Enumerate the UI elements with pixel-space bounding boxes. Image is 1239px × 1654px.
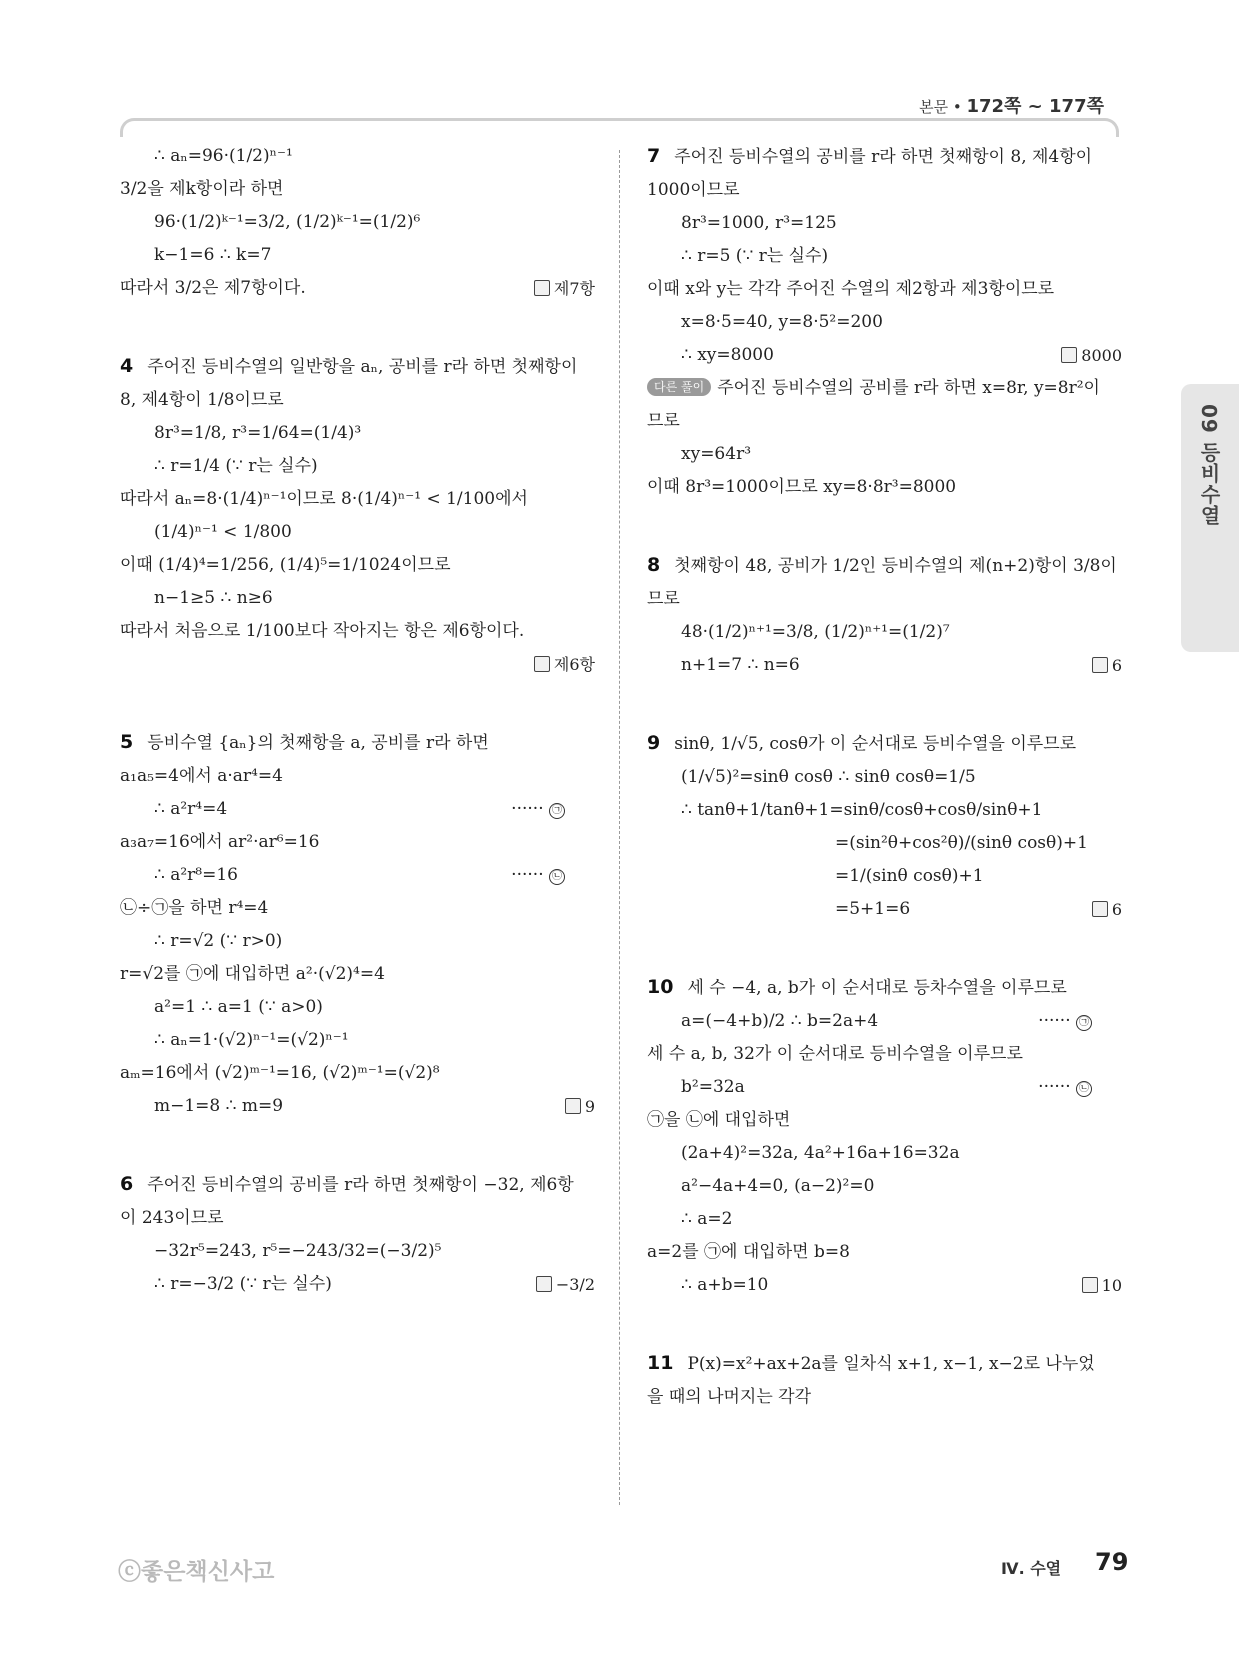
solution-line: 8r³=1000, r³=125 (681, 213, 837, 233)
problem-text: 주어진 등비수열의 일반항을 aₙ, 공비를 r라 하면 첫째항이 (147, 357, 578, 377)
solution-line: 세 수 a, b, 32가 이 순서대로 등비수열을 이루므로 (647, 1044, 1023, 1064)
solution-line: 므로 (647, 411, 680, 431)
solution-line: a²−4a+4=0, (a−2)²=0 (681, 1176, 875, 1196)
equation-marker: ······ ㉠ (511, 793, 565, 826)
equation: n+1=7 ∴ n=6 (681, 655, 800, 675)
problem-text: sinθ, 1/√5, cosθ가 이 순서대로 등비수열을 이루므로 (674, 734, 1077, 754)
equation: ∴ xy=8000 (681, 345, 774, 365)
answer-10 (1082, 1269, 1122, 1302)
answer-5 (565, 1090, 595, 1123)
solution-line: 므로 (647, 589, 680, 609)
problem-text: 주어진 등비수열의 공비를 r라 하면 첫째항이 8, 제4항이 (674, 147, 1093, 167)
solution-line: ∴ aₙ=1·(√2)ⁿ⁻¹=(√2)ⁿ⁻¹ (154, 1030, 349, 1050)
solution-line (120, 272, 595, 305)
problem-text: 등비수열 {aₙ}의 첫째항을 a, 공비를 r라 하면 (147, 733, 489, 753)
problem-7-header (647, 140, 1122, 174)
problem-text: 세 수 −4, a, b가 이 순서대로 등차수열을 이루므로 (687, 978, 1067, 998)
solution-line: 따라서 aₙ=8·(1/4)ⁿ⁻¹이므로 8·(1/4)ⁿ⁻¹ < 1/100에서 (120, 489, 528, 509)
answer-value: 6 (1111, 656, 1122, 675)
chapter-side-tab (1181, 384, 1239, 652)
solution-line: a=2를 ㉠에 대입하면 b=8 (647, 1242, 850, 1262)
problem-text: P(x)=x²+ax+2a를 일차식 x+1, x−1, x−2로 나누었 (687, 1354, 1095, 1374)
answer-icon (1092, 657, 1108, 673)
problem-number: 4 (120, 355, 134, 377)
problem-6-header (120, 1168, 595, 1202)
answer-icon (534, 656, 550, 672)
equation-marker: ······ ㉡ (511, 859, 565, 892)
solution-line: (2a+4)²=32a, 4a²+16a+16=32a (681, 1143, 960, 1163)
problem-4-header (120, 350, 595, 384)
solution-line (120, 859, 595, 892)
marker-circle-icon: ㉠ (1076, 1015, 1092, 1031)
equation: b²=32a (681, 1077, 745, 1097)
solution-line: ㉡÷㉠을 하면 r⁴=4 (120, 898, 269, 918)
answer-value: −3/2 (555, 1275, 595, 1294)
alternate-solution (647, 372, 1122, 405)
header-range: 172쪽 ~ 177쪽 (966, 96, 1104, 117)
solution-line: a₃a₇=16에서 ar²·ar⁶=16 (120, 832, 320, 852)
answer-8 (1092, 649, 1122, 682)
problem-10-header (647, 971, 1122, 1005)
solution-line: 3/2을 제k항이라 하면 (120, 179, 284, 199)
equation: a=(−4+b)/2 ∴ b=2a+4 (681, 1011, 879, 1031)
answer-6 (536, 1268, 595, 1301)
chapter-tab-label: 09 등비수열 (1197, 404, 1221, 526)
solution-line: 따라서 처음으로 1/100보다 작아지는 항은 제6항이다. (120, 621, 525, 641)
solution-line: r=√2를 ㉠에 대입하면 a²·(√2)⁴=4 (120, 964, 385, 984)
solution-line: ∴ aₙ=96·(1/2)ⁿ⁻¹ (154, 146, 293, 166)
alt-solution-badge: 다른 풀이 (647, 378, 711, 396)
answer-value: 10 (1101, 1276, 1122, 1295)
solution-line: ∴ a=2 (681, 1209, 733, 1229)
answer-value: 6 (1111, 900, 1122, 919)
problem-number: 5 (120, 731, 134, 753)
alt-solution-text: 주어진 등비수열의 공비를 r라 하면 x=8r, y=8r²이 (717, 378, 1100, 398)
solution-line: 이때 x와 y는 각각 주어진 수열의 제2항과 제3항이므로 (647, 279, 1055, 299)
problem-9-header (647, 727, 1122, 761)
publisher-logo: ⓒ좋은책신사고 (118, 1559, 275, 1585)
equation: m−1=8 ∴ m=9 (154, 1096, 284, 1116)
solution-line: xy=64r³ (681, 444, 752, 464)
solution-line: =1/(sinθ cosθ)+1 (835, 866, 984, 886)
problem-5-header (120, 726, 595, 760)
answer-icon (1061, 347, 1077, 363)
solution-line: ∴ r=1/4 (∵ r는 실수) (154, 456, 318, 476)
answer-4 (534, 648, 595, 681)
solution-line: aₘ=16에서 (√2)ᵐ⁻¹=16, (√2)ᵐ⁻¹=(√2)⁸ (120, 1063, 440, 1083)
solution-line: 이때 (1/4)⁴=1/256, (1/4)⁵=1/1024이므로 (120, 555, 451, 575)
chapter-label: Ⅳ. 수열 (1001, 1559, 1062, 1578)
right-column (647, 140, 1122, 1414)
solution-line: =(sin²θ+cos²θ)/(sinθ cosθ)+1 (835, 833, 1088, 853)
page-number: 79 (1095, 1548, 1129, 1576)
answer-icon (1092, 901, 1108, 917)
solution-line: a₁a₅=4에서 a·ar⁴=4 (120, 766, 283, 786)
page-range-header (919, 92, 1104, 118)
solution-line (120, 1268, 595, 1301)
problem-text: 첫째항이 48, 공비가 1/2인 등비수열의 제(n+2)항이 3/8이 (674, 556, 1117, 576)
solution-line: 을 때의 나머지는 각각 (647, 1387, 812, 1407)
equation-marker: ······ ㉠ (1038, 1005, 1092, 1038)
problem-number: 8 (647, 554, 661, 576)
solution-line (120, 1090, 595, 1123)
solution-line: (1/4)ⁿ⁻¹ < 1/800 (154, 522, 292, 542)
answer-value: 8000 (1081, 346, 1122, 365)
solution-line: a²=1 ∴ a=1 (∵ a>0) (154, 997, 323, 1017)
problem-text: 주어진 등비수열의 공비를 r라 하면 첫째항이 −32, 제6항 (147, 1175, 574, 1195)
marker-circle-icon: ㉠ (549, 803, 565, 819)
marker-circle-icon: ㉡ (549, 869, 565, 885)
solution-line: 48·(1/2)ⁿ⁺¹=3/8, (1/2)ⁿ⁺¹=(1/2)⁷ (681, 622, 950, 642)
answer-value: 9 (584, 1097, 595, 1116)
equation: ∴ a+b=10 (681, 1275, 769, 1295)
marker-circle-icon: ㉡ (1076, 1081, 1092, 1097)
solution-line (647, 1269, 1122, 1302)
solution-line: 이 243이므로 (120, 1208, 224, 1228)
solution-line: −32r⁵=243, r⁵=−243/32=(−3/2)⁵ (154, 1241, 442, 1261)
answer-icon (536, 1276, 552, 1292)
solution-line (647, 893, 1122, 926)
answer-icon (565, 1098, 581, 1114)
solution-line: ∴ tanθ+1/tanθ+1=sinθ/cosθ+cosθ/sinθ+1 (681, 800, 1043, 820)
equation: =5+1=6 (835, 899, 911, 919)
solution-line (647, 1071, 1122, 1104)
answer-value: 제6항 (553, 655, 595, 674)
solution-line (647, 649, 1122, 682)
solution-line (647, 339, 1122, 372)
solution-line: k−1=6 ∴ k=7 (154, 245, 272, 265)
equation: ∴ r=−3/2 (∵ r는 실수) (154, 1274, 332, 1294)
solution-line: 96·(1/2)ᵏ⁻¹=3/2, (1/2)ᵏ⁻¹=(1/2)⁶ (154, 212, 421, 232)
solution-line: 8, 제4항이 1/8이므로 (120, 390, 284, 410)
conclusion-text: 따라서 3/2은 제7항이다. (120, 278, 306, 298)
solution-line: ∴ r=√2 (∵ r>0) (154, 931, 283, 951)
solution-line: ㉠을 ㉡에 대입하면 (647, 1110, 791, 1130)
problem-number: 6 (120, 1173, 134, 1195)
equation: ∴ a²r⁸=16 (154, 865, 238, 885)
answer-icon (534, 280, 550, 296)
solution-line: (1/√5)²=sinθ cosθ ∴ sinθ cosθ=1/5 (681, 767, 976, 787)
problem-number: 10 (647, 976, 674, 998)
answer-value: 제7항 (553, 279, 595, 298)
answer-icon (1082, 1277, 1098, 1293)
problem-number: 9 (647, 732, 661, 754)
solution-line: 1000이므로 (647, 180, 740, 200)
answer-7 (1061, 339, 1122, 372)
answer-row (120, 648, 595, 681)
solution-line: n−1≥5 ∴ n≥6 (154, 588, 273, 608)
solution-line: ∴ r=5 (∵ r는 실수) (681, 246, 829, 266)
equation-marker: ······ ㉡ (1038, 1071, 1092, 1104)
answer-9 (1092, 893, 1122, 926)
solution-line: 8r³=1/8, r³=1/64=(1/4)³ (154, 423, 362, 443)
answer-3 (534, 272, 595, 305)
solution-line: 이때 8r³=1000이므로 xy=8·8r³=8000 (647, 477, 957, 497)
column-divider (619, 150, 620, 1505)
problem-8-header (647, 549, 1122, 583)
problem-number: 7 (647, 145, 661, 167)
header-rule (120, 118, 1119, 137)
solution-line (647, 1005, 1122, 1038)
equation: ∴ a²r⁴=4 (154, 799, 228, 819)
solution-line (120, 793, 595, 826)
header-label: 본문 • (919, 98, 967, 116)
solution-line: x=8·5=40, y=8·5²=200 (681, 312, 883, 332)
problem-number: 11 (647, 1352, 674, 1374)
problem-11-header (647, 1347, 1122, 1381)
left-column (120, 140, 595, 1301)
